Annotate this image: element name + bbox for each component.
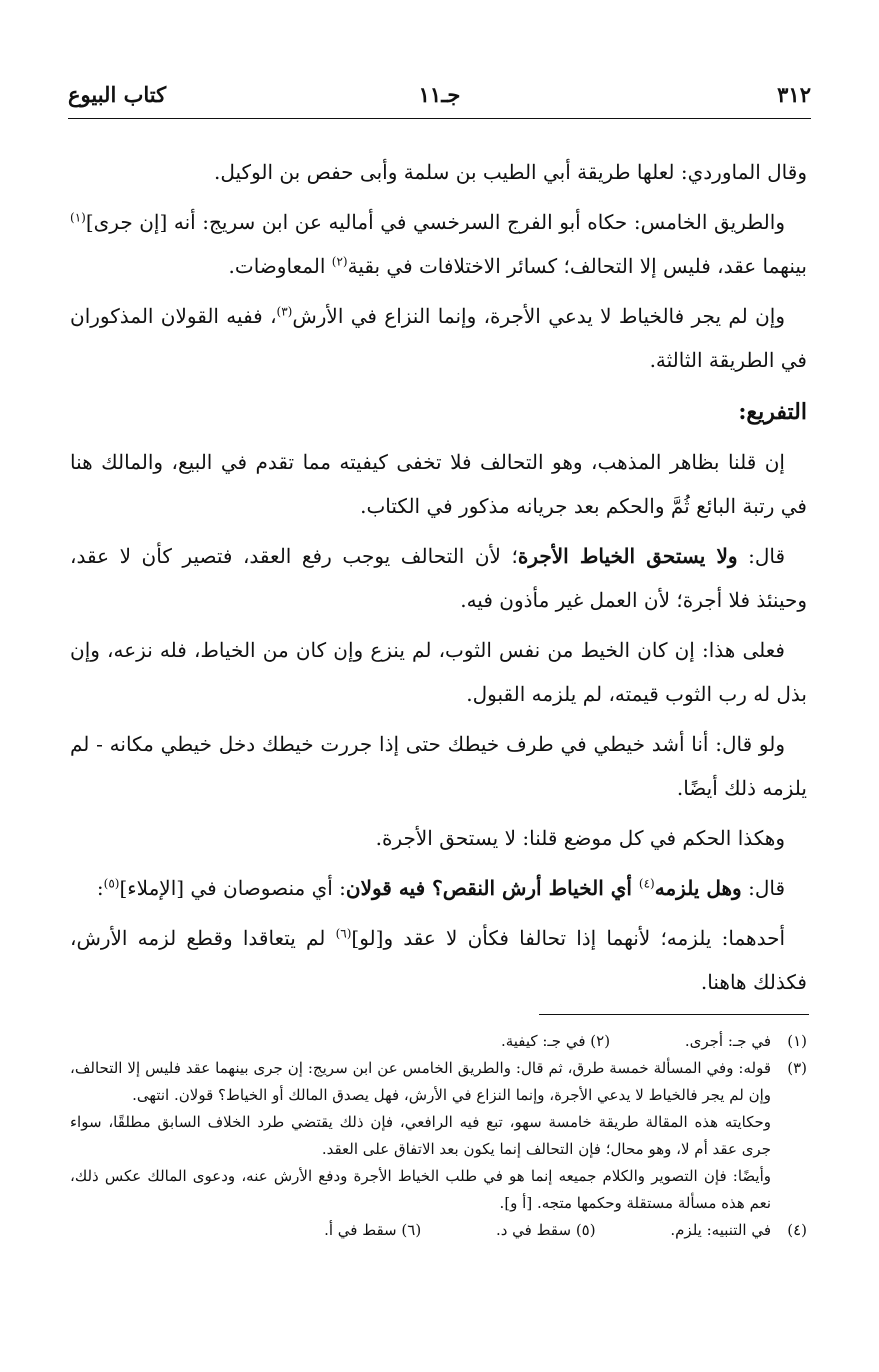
quoted-text: أي الخياط أرش النقص؟ فيه قولان [345,876,639,900]
footnote-number: (١) [787,1032,807,1050]
footnote-ref[interactable]: (٢) [331,254,348,269]
footnote-text: سقط في أ. [324,1221,397,1239]
footnote-number: (٢) [590,1032,611,1050]
footnote-divider [539,1014,809,1015]
footnote-number: (٤) [787,1221,807,1239]
page-number: ٣١٢ [777,82,811,107]
footnote-ref[interactable]: (٣) [276,304,293,319]
running-header [68,82,811,112]
footnote-number: (٦) [401,1221,422,1239]
paragraph: والطريق الخامس: حكاه أبو الفرج السرخسي في أماليه عن ابن سريج: أنه [إن جرى]$^{(١)}$ بينهما عقد، فليس إلا التحالف؛ كسائر الاختلافات في بقية$^{(٢)}$ المعاوضات. [70,210,807,278]
footnote-text: وحكايته هذه المقالة طريقة خامسة سهو، تبع فيه الرافعي، فإن ذلك يقتضي طرد الخلاف السابق مطلقًا، سواء جرى عقد أم لا، وهو محال؛ فإن التحالف إنما يكون بعد الاتفاق على العقد. [70,1113,771,1158]
footnote-ref[interactable]: (١) [70,210,86,225]
paragraph: وإن لم يجر فالخياط لا يدعي الأجرة، وإنما النزاع في الأرش$^{(٣)}$، ففيه القولان المذكوران في الطريقة الثالثة. [70,304,807,372]
footnote-text: وأيضًا: فإن التصوير والكلام جميعه إنما هو في طلب الخياط الأجرة ودفع الأرش عنه، ودعوى المالك عكس ذلك، نعم هذه مسألة مستقلة وحكمها متجه. [أ و]. [70,1167,771,1212]
paragraph: إن قلنا بظاهر المذهب، وهو التحالف فلا تخفى كيفيته مما تقدم في البيع، والمالك هنا في رتبة البائع ثُمَّ والحكم بعد جريانه مذكور في الكتاب. [70,450,807,518]
footnote-row [70,1028,807,1055]
footnote-text: في جـ: أجرى. [684,1032,771,1050]
footnote-row [70,1217,807,1244]
footnote-text: قوله: وفي المسألة خمسة طرق، ثم قال: والطريق الخامس عن ابن سريج: إن جرى بينهما عقد فليس إلا التحالف، وإن لم يجر فالخياط لا يدعي الأجرة، وإنما النزاع في الأرش، فهل يصدق المالك أو الخياط؟ قولان. انتهى. [70,1059,771,1104]
footnote-ref[interactable]: (٦) [335,926,352,941]
footnote-ref[interactable]: (٥) [103,876,120,891]
footnote-text: في التنبيه: يلزم. [670,1221,771,1239]
footnote-number: (٣) [787,1059,807,1077]
paragraph: قال: وهل يلزمه$^{(٤)}$ أي الخياط أرش النقص؟ فيه قولان: أي منصوصان في [الإملاء]$^{(٥)}$: [96,876,785,900]
paragraph: قال: ولا يستحق الخياط الأجرة؛ لأن التحالف يوجب رفع العقد، فتصير كأن لا عقد، وحينئذ فلا أجرة؛ لأن العمل غير مأذون فيه. [70,544,807,612]
header-divider [68,118,811,119]
paragraph: وقال الماوردي: لعلها طريقة أبي الطيب بن سلمة وأبى حفص بن الوكيل. [214,160,807,184]
paragraph: أحدهما: يلزمه؛ لأنهما إذا تحالفا فكأن لا عقد و[لو]$^{(٦)}$ لم يتعاقدا وقطع لزمه الأرش، فكذلك هاهنا. [70,926,807,994]
footnote-text: في جـ: كيفية. [500,1032,586,1050]
main-text [70,150,807,1010]
quoted-text: وهل يلزمه [654,876,742,900]
footnotes [70,1028,807,1244]
footnote-text: سقط في د. [495,1221,572,1239]
footnote-row [70,1055,807,1217]
paragraph: ولو قال: أنا أشد خيطي في طرف خيطك حتى إذا جررت خيطك دخل خيطي مكانه - لم يلزمه ذلك أيضًا. [70,732,807,800]
volume-label: جـ١١ [418,82,461,107]
quoted-text: ولا يستحق الخياط الأجرة [517,544,738,568]
footnote-ref[interactable]: (٤) [638,876,655,891]
footnote-number: (٥) [575,1221,596,1239]
section-heading: التفريع: [738,399,807,425]
paragraph: وهكذا الحكم في كل موضع قلنا: لا يستحق الأجرة. [375,826,785,850]
paragraph: فعلى هذا: إن كان الخيط من نفس الثوب، لم ينزع وإن كان من الخياط، فله نزعه، وإن بذل له رب الثوب قيمته، لم يلزمه القبول. [70,638,807,706]
book-title: كتاب البيوع [68,82,167,107]
